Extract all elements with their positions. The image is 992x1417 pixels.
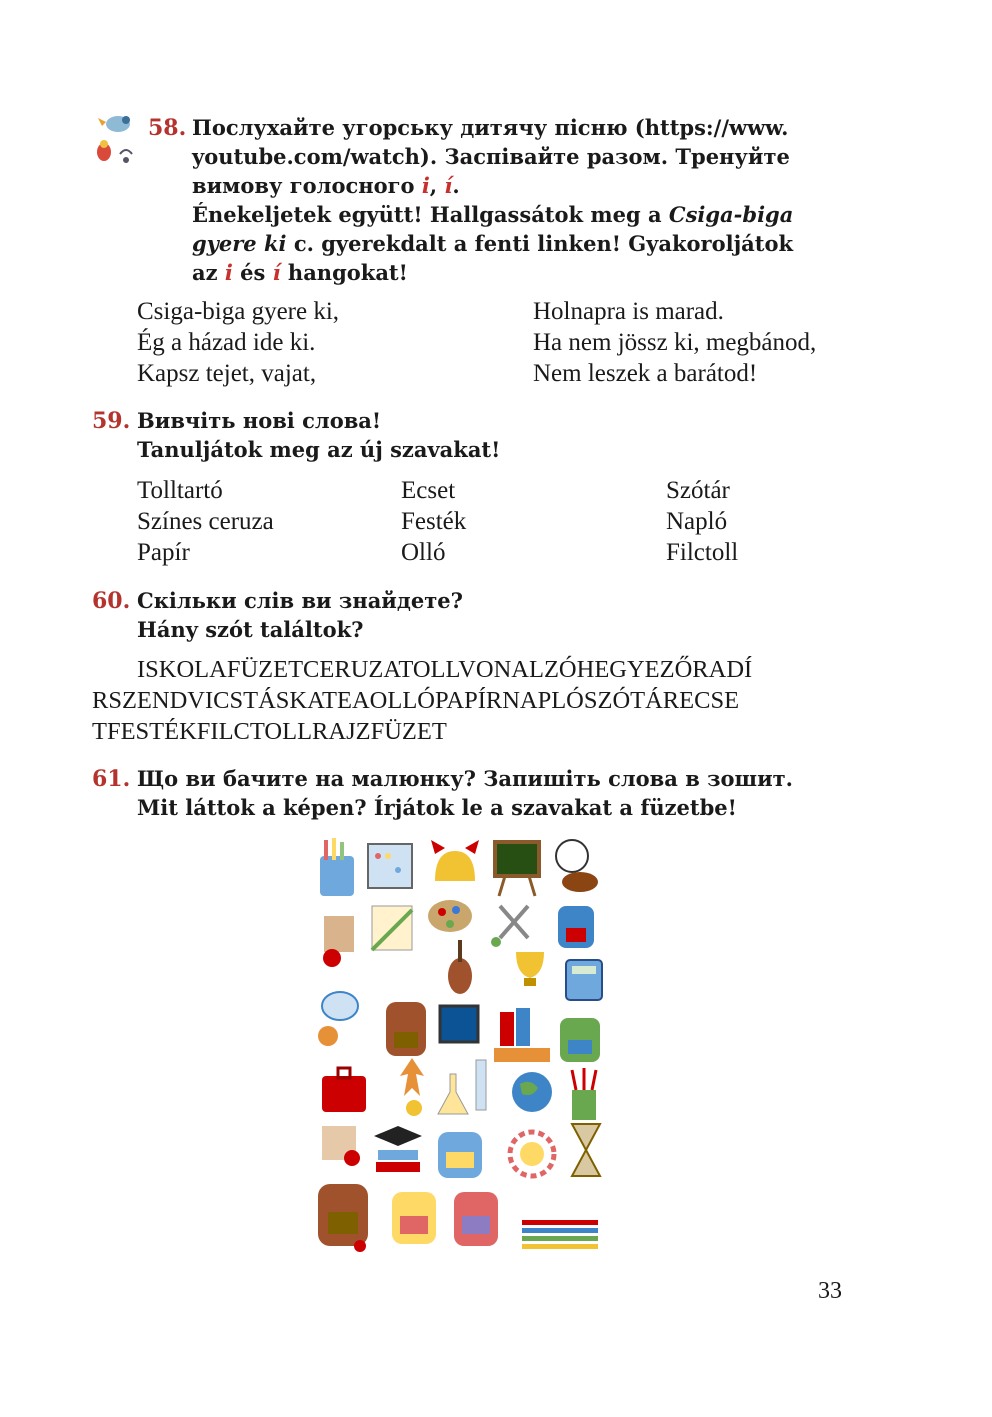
song-title-part2: gyere ki [192, 231, 287, 256]
scissors-icon [491, 906, 528, 947]
backpack-icon [392, 1192, 436, 1244]
chalkboard-icon [495, 842, 539, 896]
vocab-column-3 [666, 475, 738, 568]
school-supplies-illustration [310, 836, 610, 1261]
ex58-line5: gyere ki c. gyerekdalt a fenti linken! Gyakoroljátok [192, 231, 794, 256]
paint-palette-icon [428, 900, 472, 932]
violin-icon [448, 940, 472, 994]
puzzle-line: ISKOLAFÜZETCERUZATOLLVONALZÓHEGYEZŐRADÍ [137, 656, 753, 683]
abacus-icon [368, 844, 412, 888]
exercise-59-instructions: Вивчіть нові слова! Tanuljátok meg az új szavakat! [137, 408, 501, 462]
vocab-word: Filctoll [666, 539, 739, 566]
vocab-word: Festék [401, 508, 467, 535]
ex58-line1: Послухайте угорську дитячу пісню (https://www. [192, 115, 789, 140]
ruler-set-icon [372, 906, 412, 950]
basketball-hoop-icon [318, 992, 358, 1046]
vocab-word: Napló [666, 508, 728, 535]
puzzle-line: RSZENDVICSTÁSKATEAOLLÓPAPÍRNAPLÓSZÓTÁRECSE [92, 687, 740, 714]
briefcase-icon [322, 1068, 366, 1112]
lab-flasks-icon [438, 1060, 486, 1114]
song-line: Nem leszek a barátod! [533, 360, 758, 387]
colored-pencils-icon [522, 1220, 598, 1249]
pencil-cup-icon [320, 838, 354, 896]
backpack-icon [558, 906, 594, 948]
autumn-leaves-icon [400, 1058, 424, 1116]
page-number: 33 [818, 1278, 842, 1304]
backpack-icon [438, 1132, 482, 1178]
exercise-61-instructions: Що ви бачите на малюнку? Запишіть слова в зошит. Mit láttok a képen? Írjátok le a szavakat a füzetbe! [137, 766, 793, 820]
exercise-59-number: 59. [92, 408, 131, 434]
backpack-icon [560, 1018, 600, 1062]
graduation-cap-books-icon [374, 1126, 422, 1172]
song-line: Ha nem jössz ki, megbánod, [533, 329, 817, 356]
exercise-60-instructions: Скільки слів ви знайдете? Hány szót találtok? [137, 588, 463, 642]
puzzle-line: TFESTÉKFILCTOLLRAJZFÜZET [92, 718, 447, 745]
bell-icon [431, 840, 479, 881]
balls-icon [556, 840, 598, 892]
song-line: Holnapra is marad. [533, 298, 724, 325]
exercise-58-instructions [192, 113, 872, 287]
song-line: Ég a házad ide ki. [137, 329, 316, 356]
vocab-word: Színes ceruza [137, 508, 274, 535]
pencil-cup-icon [572, 1068, 596, 1120]
ex58-line6: az i és í hangokat! [192, 260, 408, 285]
calculator-icon [566, 960, 602, 1000]
vocab-column-2 [401, 475, 466, 568]
word-search-puzzle [92, 654, 862, 747]
vocab-word: Ecset [401, 477, 456, 504]
vocab-word: Tolltartó [137, 477, 223, 504]
globe-icon [512, 1072, 552, 1112]
hourglass-icon [572, 1124, 600, 1176]
paper-scroll-icon [323, 916, 354, 967]
song-title-part1: Csiga-biga [668, 202, 794, 227]
trophy-icon [516, 952, 544, 986]
diploma-scroll-icon [322, 1126, 360, 1166]
backpack-icon [386, 1002, 426, 1056]
vocab-word: Papír [137, 539, 190, 566]
vowel-i: i [421, 173, 430, 198]
exercise-58-number: 58. [148, 115, 187, 141]
vocab-word: Olló [401, 539, 446, 566]
ex58-line2: youtube.com/watch). Заспівайте разом. Тренуйте [192, 144, 790, 169]
vocab-column-1 [137, 475, 274, 568]
song-verse-left [137, 296, 339, 389]
singing-birds-icon [92, 108, 140, 170]
vocab-word: Szótár [666, 477, 730, 504]
exercise-60-number: 60. [92, 588, 131, 614]
exercise-61-number: 61. [92, 766, 131, 792]
backpack-icon [454, 1192, 498, 1246]
song-line: Kapsz tejet, vajat, [137, 360, 317, 387]
song-verse-right [533, 296, 816, 389]
books-icon [494, 1008, 550, 1062]
colored-pencils-fan-icon [510, 1132, 554, 1176]
vowel-i-long: í [444, 173, 453, 198]
song-line: Csiga-biga gyere ki, [137, 298, 340, 325]
backpack-icon [318, 1184, 368, 1252]
blackboard-icon [440, 1006, 478, 1042]
ex58-line4: Énekeljetek együtt! Hallgassátok meg a Csiga-biga [192, 202, 794, 227]
ex58-line3: вимову голосного i, í. [192, 173, 460, 198]
